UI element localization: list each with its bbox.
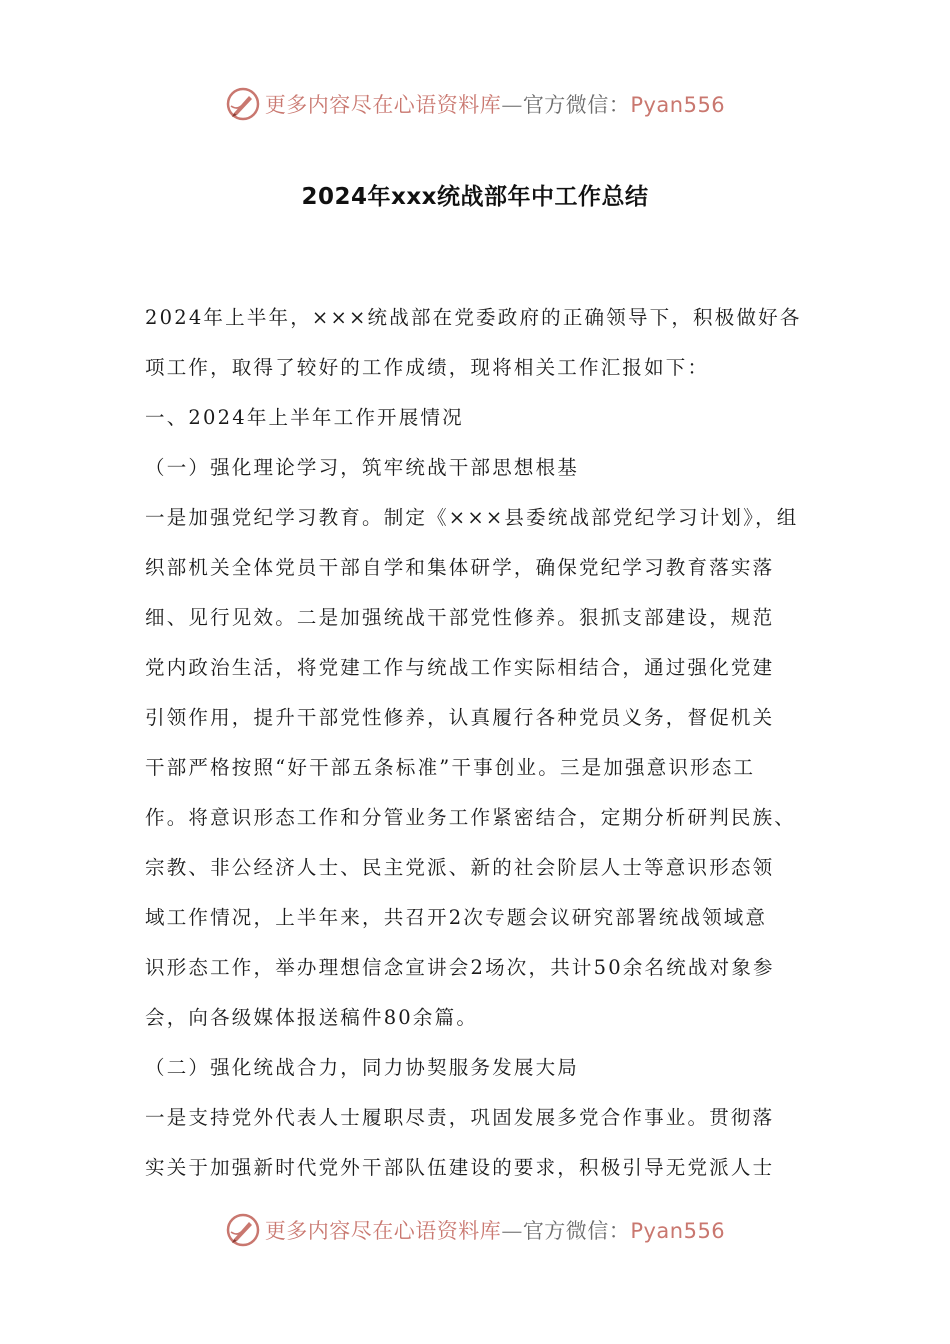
paragraph-line: 宗教、非公经济人士、民主党派、新的社会阶层人士等意识形态领 (145, 856, 775, 879)
banner-official: 官方微信： (522, 93, 631, 117)
banner-wechat-id: Pyan556 (630, 1219, 726, 1243)
paragraph-line: （二）强化统战合力，同力协契服务发展大局 (145, 1056, 580, 1079)
paragraph-line: 作。将意识形态工作和分管业务工作紧密结合，定期分析研判民族、 (145, 806, 797, 829)
banner-separator: — (501, 1219, 523, 1243)
banner-text (265, 1215, 725, 1245)
header-banner (0, 84, 950, 124)
paragraph-line: 干部严格按照“好干部五条标准”干事创业。三是加强意识形态工 (145, 756, 756, 779)
pen-logo-icon (225, 1212, 261, 1248)
banner-separator: — (501, 93, 523, 117)
banner-site: 更多内容尽在心语资料库 (264, 1219, 502, 1243)
paragraph-line: 域工作情况，上半年来，共召开2次专题会议研究部署统战领域意 (145, 906, 768, 929)
footer-banner (0, 1210, 950, 1250)
document-title: 2024年xxx统战部年中工作总结 (301, 184, 649, 210)
banner-site: 更多内容尽在心语资料库 (264, 93, 502, 117)
pen-logo-icon (225, 86, 261, 122)
paragraph-line: 织部机关全体党员干部自学和集体研学，确保党纪学习教育落实落 (145, 556, 775, 579)
banner-text (265, 89, 725, 119)
paragraph-line: 项工作，取得了较好的工作成绩，现将相关工作汇报如下： (145, 356, 710, 379)
paragraph-line: 引领作用，提升干部党性修养，认真履行各种党员义务，督促机关 (145, 706, 775, 729)
paragraph-line: 一是支持党外代表人士履职尽责，巩固发展多党合作事业。贯彻落 (145, 1106, 775, 1129)
document-body (145, 293, 815, 1193)
paragraph-line: 细、见行见效。二是加强统战干部党性修养。狠抓支部建设，规范 (145, 606, 775, 629)
paragraph-line: （一）强化理论学习，筑牢统战干部思想根基 (145, 456, 580, 479)
paragraph-line: 一是加强党纪学习教育。制定《×××县委统战部党纪学习计划》，组 (145, 506, 799, 529)
paragraph-line: 实关于加强新时代党外干部队伍建设的要求，积极引导无党派人士 (145, 1156, 775, 1179)
paragraph-line: 2024年上半年，×××统战部在党委政府的正确领导下，积极做好各 (145, 306, 802, 329)
banner-official: 官方微信： (522, 1219, 631, 1243)
paragraph-line: 会，向各级媒体报送稿件80余篇。 (145, 1006, 479, 1029)
paragraph-line: 识形态工作，举办理想信念宣讲会2场次，共计50余名统战对象参 (145, 956, 775, 979)
banner-wechat-id: Pyan556 (630, 93, 726, 117)
paragraph-line: 一、2024年上半年工作开展情况 (145, 406, 464, 429)
paragraph-line: 党内政治生活，将党建工作与统战工作实际相结合，通过强化党建 (145, 656, 775, 679)
